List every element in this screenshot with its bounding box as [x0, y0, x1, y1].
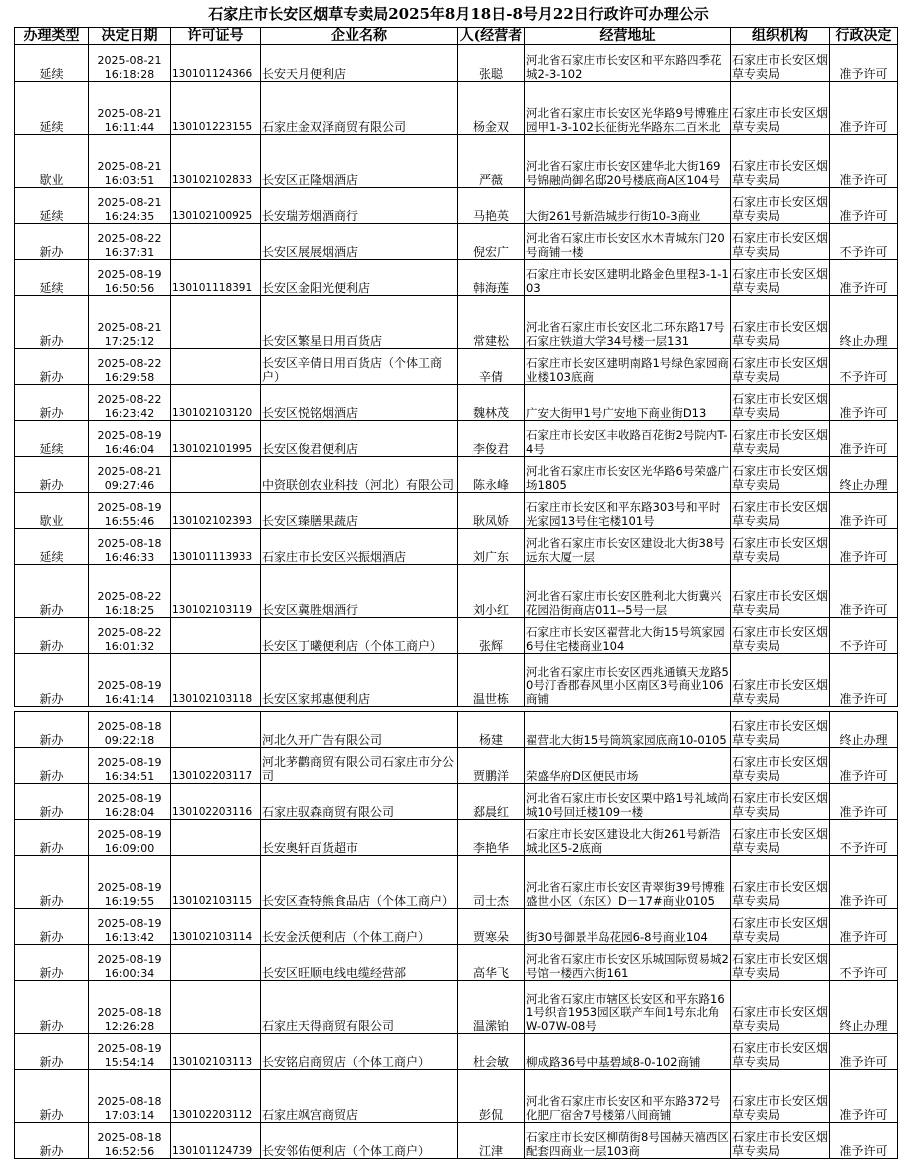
decision-cell: 准予许可	[830, 565, 898, 618]
col-header-name: 企业名称	[261, 28, 458, 45]
person-cell: 张聪	[458, 45, 525, 82]
type-cell: 延续	[15, 421, 89, 457]
col-header-type: 办理类型	[15, 28, 89, 45]
type-cell: 新办	[15, 856, 89, 909]
company-name-cell: 石家庄金双泽商贸有限公司	[261, 82, 458, 135]
org-cell: 石家庄市长安区烟草专卖局	[731, 981, 830, 1034]
person-cell: 李俊君	[458, 421, 525, 457]
org-cell: 石家庄市长安区烟草专卖局	[731, 1123, 830, 1159]
company-name-cell: 长安奥轩百货超市	[261, 820, 458, 856]
type-cell: 歇业	[15, 135, 89, 188]
col-header-address: 经营地址	[525, 28, 731, 45]
type-cell: 新办	[15, 654, 89, 707]
org-cell: 石家庄市长安区烟草专卖局	[731, 784, 830, 820]
person-cell: 杜会敏	[458, 1034, 525, 1070]
person-cell: 高华飞	[458, 945, 525, 981]
person-cell: 韩海莲	[458, 260, 525, 296]
date-cell: 2025-08-21 16:11:44	[89, 82, 171, 135]
type-cell: 新办	[15, 945, 89, 981]
company-name-cell: 长安区丁曦便利店（个体工商户）	[261, 618, 458, 654]
address-cell: 河北省石家庄市长安区光华路6号荣盛广场1805	[525, 457, 731, 493]
license-cell	[171, 981, 261, 1034]
decision-cell: 准予许可	[830, 135, 898, 188]
date-cell: 2025-08-21 16:24:35	[89, 188, 171, 224]
decision-cell: 不予许可	[830, 820, 898, 856]
decision-cell: 不予许可	[830, 618, 898, 654]
decision-cell: 准予许可	[830, 856, 898, 909]
person-cell: 倪宏广	[458, 224, 525, 260]
decision-cell: 准予许可	[830, 45, 898, 82]
person-cell: 温潆铂	[458, 981, 525, 1034]
org-cell: 石家庄市长安区烟草专卖局	[731, 748, 830, 784]
license-cell: 130102203117	[171, 748, 261, 784]
company-name-cell: 石家庄市长安区兴振烟酒店	[261, 529, 458, 565]
org-cell: 石家庄市长安区烟草专卖局	[731, 909, 830, 945]
org-cell: 石家庄市长安区烟草专卖局	[731, 493, 830, 529]
decision-cell: 终止办理	[830, 981, 898, 1034]
company-name-cell: 石家庄天得商贸有限公司	[261, 981, 458, 1034]
person-cell: 贾寒朵	[458, 909, 525, 945]
table-row	[15, 82, 898, 135]
date-cell: 2025-08-19 16:50:56	[89, 260, 171, 296]
company-name-cell: 长安天月便利店	[261, 45, 458, 82]
type-cell: 新办	[15, 784, 89, 820]
org-cell: 石家庄市长安区烟草专卖局	[731, 349, 830, 385]
table-header-row	[15, 28, 898, 45]
type-cell: 新办	[15, 224, 89, 260]
org-cell: 石家庄市长安区烟草专卖局	[731, 45, 830, 82]
table-row	[15, 856, 898, 909]
person-cell: 常建松	[458, 296, 525, 349]
license-cell: 130102103113	[171, 1034, 261, 1070]
address-cell: 河北省石家庄市长安区青翠街39号博雅盛世小区（东区）D－17#商业0105	[525, 856, 731, 909]
type-cell: 新办	[15, 296, 89, 349]
decision-cell: 准予许可	[830, 909, 898, 945]
table-row	[15, 296, 898, 349]
license-cell: 130102203116	[171, 784, 261, 820]
col-header-decision: 行政决定	[830, 28, 898, 45]
company-name-cell: 长安区冀胜烟酒行	[261, 565, 458, 618]
org-cell: 石家庄市长安区烟草专卖局	[731, 712, 830, 748]
company-name-cell: 长安区家邦惠便利店	[261, 654, 458, 707]
type-cell: 新办	[15, 1123, 89, 1159]
table-row	[15, 1034, 898, 1070]
type-cell: 歇业	[15, 493, 89, 529]
table-row	[15, 618, 898, 654]
table-row	[15, 784, 898, 820]
table-row	[15, 654, 898, 707]
decision-cell: 准予许可	[830, 82, 898, 135]
org-cell: 石家庄市长安区烟草专卖局	[731, 421, 830, 457]
person-cell: 严薇	[458, 135, 525, 188]
person-cell: 彭侃	[458, 1070, 525, 1123]
table-row	[15, 909, 898, 945]
org-cell: 石家庄市长安区烟草专卖局	[731, 820, 830, 856]
company-name-cell: 石家庄飒宫商贸店	[261, 1070, 458, 1123]
license-cell: 130102103114	[171, 909, 261, 945]
table-row	[15, 820, 898, 856]
decision-cell: 不予许可	[830, 349, 898, 385]
type-cell: 延续	[15, 82, 89, 135]
license-cell: 130102103120	[171, 385, 261, 421]
date-cell: 2025-08-19 16:55:46	[89, 493, 171, 529]
person-cell: 江津	[458, 1123, 525, 1159]
person-cell: 李艳华	[458, 820, 525, 856]
org-cell: 石家庄市长安区烟草专卖局	[731, 188, 830, 224]
license-cell: 130102103118	[171, 654, 261, 707]
table-row	[15, 385, 898, 421]
address-cell: 石家庄市长安区和平东路303号和平时光家园13号住宅楼101号	[525, 493, 731, 529]
address-cell: 石家庄市长安区翟营北大街15号筑家园6号住宅楼商业104	[525, 618, 731, 654]
org-cell: 石家庄市长安区烟草专卖局	[731, 1070, 830, 1123]
org-cell: 石家庄市长安区烟草专卖局	[731, 260, 830, 296]
address-cell: 广安大街甲1号广安地下商业街D13	[525, 385, 731, 421]
address-cell: 石家庄市长安区丰收路百花街2号院内T-4号	[525, 421, 731, 457]
type-cell: 新办	[15, 712, 89, 748]
table-row	[15, 349, 898, 385]
license-cell	[171, 296, 261, 349]
person-cell: 辛倩	[458, 349, 525, 385]
person-cell: 温世栋	[458, 654, 525, 707]
company-name-cell: 长安区金阳光便利店	[261, 260, 458, 296]
date-cell: 2025-08-19 16:41:14	[89, 654, 171, 707]
address-cell: 河北省石家庄市辖区长安区和平东路161号织音1953园区联产车间1号东北角W-07W-08号	[525, 981, 731, 1034]
org-cell: 石家庄市长安区烟草专卖局	[731, 529, 830, 565]
date-cell: 2025-08-19 16:19:55	[89, 856, 171, 909]
type-cell: 新办	[15, 385, 89, 421]
col-header-person: 人(经营者	[458, 28, 525, 45]
org-cell: 石家庄市长安区烟草专卖局	[731, 296, 830, 349]
license-cell	[171, 457, 261, 493]
org-cell: 石家庄市长安区烟草专卖局	[731, 224, 830, 260]
date-cell: 2025-08-19 16:13:42	[89, 909, 171, 945]
type-cell: 延续	[15, 45, 89, 82]
license-cell: 130102101995	[171, 421, 261, 457]
org-cell: 石家庄市长安区烟草专卖局	[731, 385, 830, 421]
company-name-cell: 中资联创农业科技（河北）有限公司	[261, 457, 458, 493]
table-row	[15, 135, 898, 188]
org-cell: 石家庄市长安区烟草专卖局	[731, 654, 830, 707]
address-cell: 石家庄市长安区建设北大街261号新浩城北区5-2底商	[525, 820, 731, 856]
person-cell: 杨金双	[458, 82, 525, 135]
table-row	[15, 188, 898, 224]
person-cell: 马艳英	[458, 188, 525, 224]
address-cell: 河北省石家庄市长安区和平东路372号化肥厂宿舍7号楼第八间商铺	[525, 1070, 731, 1123]
license-cell: 130102100925	[171, 188, 261, 224]
col-header-date: 决定日期	[89, 28, 171, 45]
date-cell: 2025-08-19 16:46:04	[89, 421, 171, 457]
decision-cell: 准予许可	[830, 1123, 898, 1159]
date-cell: 2025-08-19 16:09:00	[89, 820, 171, 856]
license-cell: 130102103115	[171, 856, 261, 909]
org-cell: 石家庄市长安区烟草专卖局	[731, 945, 830, 981]
license-cell: 130102103119	[171, 565, 261, 618]
date-cell: 2025-08-18 17:03:14	[89, 1070, 171, 1123]
table-row	[15, 981, 898, 1034]
company-name-cell: 长安区查特熊食品店（个体工商户）	[261, 856, 458, 909]
license-cell	[171, 224, 261, 260]
decision-cell: 终止办理	[830, 457, 898, 493]
type-cell: 新办	[15, 820, 89, 856]
license-cell: 130102102833	[171, 135, 261, 188]
address-cell: 街30号御景半岛花园6-8号商业104	[525, 909, 731, 945]
company-name-cell: 长安区臻膳果蔬店	[261, 493, 458, 529]
date-cell: 2025-08-19 16:00:34	[89, 945, 171, 981]
person-cell: 刘广东	[458, 529, 525, 565]
company-name-cell: 长安区正隆烟酒店	[261, 135, 458, 188]
decision-cell: 终止办理	[830, 296, 898, 349]
table-row	[15, 260, 898, 296]
document-title: 石家庄市长安区烟草专卖局2025年8月18日-8号月22日行政许可办理公示	[208, 5, 709, 23]
date-cell: 2025-08-21 17:25:12	[89, 296, 171, 349]
decision-cell: 准予许可	[830, 529, 898, 565]
decision-cell: 准予许可	[830, 188, 898, 224]
address-cell: 河北省石家庄市长安区水木青城东门20号商铺一楼	[525, 224, 731, 260]
decision-cell: 准予许可	[830, 784, 898, 820]
col-header-license: 许可证号	[171, 28, 261, 45]
person-cell: 杨建	[458, 712, 525, 748]
date-cell: 2025-08-21 09:27:46	[89, 457, 171, 493]
date-cell: 2025-08-22 16:18:25	[89, 565, 171, 618]
table-row	[15, 712, 898, 748]
type-cell: 新办	[15, 1070, 89, 1123]
table-row	[15, 529, 898, 565]
license-cell: 130101113933	[171, 529, 261, 565]
decision-cell: 准予许可	[830, 260, 898, 296]
org-cell: 石家庄市长安区烟草专卖局	[731, 457, 830, 493]
decision-cell: 终止办理	[830, 712, 898, 748]
person-cell: 郄晨红	[458, 784, 525, 820]
org-cell: 石家庄市长安区烟草专卖局	[731, 135, 830, 188]
type-cell: 延续	[15, 188, 89, 224]
person-cell: 刘小红	[458, 565, 525, 618]
decision-cell: 不予许可	[830, 945, 898, 981]
table-row	[15, 45, 898, 82]
address-cell: 河北省石家庄市长安区胜利北大街冀兴花园沿街商店011--5号一层	[525, 565, 731, 618]
person-cell: 张辉	[458, 618, 525, 654]
table-row	[15, 945, 898, 981]
company-name-cell: 河北久开广告有限公司	[261, 712, 458, 748]
table-row	[15, 421, 898, 457]
license-cell: 130101124366	[171, 45, 261, 82]
company-name-cell: 长安区悦铭烟酒店	[261, 385, 458, 421]
person-cell: 耿凤娇	[458, 493, 525, 529]
address-cell: 河北省石家庄市长安区乐城国际贸易城2号馆一楼西六街161	[525, 945, 731, 981]
decision-cell: 准予许可	[830, 421, 898, 457]
type-cell: 延续	[15, 529, 89, 565]
type-cell: 新办	[15, 748, 89, 784]
decision-cell: 准予许可	[830, 385, 898, 421]
date-cell: 2025-08-18 12:26:28	[89, 981, 171, 1034]
date-cell: 2025-08-19 16:34:51	[89, 748, 171, 784]
address-cell: 河北省石家庄市长安区建华北大街169号锦融尚御名邸20号楼底商A区104号	[525, 135, 731, 188]
org-cell: 石家庄市长安区烟草专卖局	[731, 82, 830, 135]
person-cell: 贾鹏洋	[458, 748, 525, 784]
type-cell: 新办	[15, 457, 89, 493]
date-cell: 2025-08-22 16:37:31	[89, 224, 171, 260]
license-cell: 130102102393	[171, 493, 261, 529]
company-name-cell: 长安区繁星日用百货店	[261, 296, 458, 349]
org-cell: 石家庄市长安区烟草专卖局	[731, 1034, 830, 1070]
type-cell: 新办	[15, 618, 89, 654]
table-row	[15, 565, 898, 618]
address-cell: 荣盛华府D区便民市场	[525, 748, 731, 784]
type-cell: 延续	[15, 260, 89, 296]
table-row	[15, 748, 898, 784]
person-cell: 陈永峰	[458, 457, 525, 493]
company-name-cell: 长安区辛倩日用百货店（个体工商户）	[261, 349, 458, 385]
table-row	[15, 1123, 898, 1159]
date-cell: 2025-08-18 16:46:33	[89, 529, 171, 565]
address-cell: 河北省石家庄市长安区西兆通镇天龙路50号汀香郡春风里小区南区3号商业106商铺	[525, 654, 731, 707]
address-cell: 大街261号新浩城步行街10-3商业	[525, 188, 731, 224]
address-cell: 柳成路36号中基碧域8-0-102商铺	[525, 1034, 731, 1070]
decision-cell: 准予许可	[830, 654, 898, 707]
company-name-cell: 石家庄驭森商贸有限公司	[261, 784, 458, 820]
date-cell: 2025-08-19 15:54:14	[89, 1034, 171, 1070]
license-cell	[171, 820, 261, 856]
address-cell: 河北省石家庄市长安区建设北大街38号远东大厦一层	[525, 529, 731, 565]
decision-cell: 准予许可	[830, 1070, 898, 1123]
address-cell: 翟营北大街15号筒筑家园底商10-0105	[525, 712, 731, 748]
decision-cell: 准予许可	[830, 493, 898, 529]
table-row	[15, 457, 898, 493]
org-cell: 石家庄市长安区烟草专卖局	[731, 618, 830, 654]
date-cell: 2025-08-21 16:18:28	[89, 45, 171, 82]
date-cell: 2025-08-22 16:01:32	[89, 618, 171, 654]
col-header-org: 组织机构	[731, 28, 830, 45]
company-name-cell: 长安区旺顺电线电缆经营部	[261, 945, 458, 981]
license-cell: 130101118391	[171, 260, 261, 296]
table-row	[15, 493, 898, 529]
org-cell: 石家庄市长安区烟草专卖局	[731, 565, 830, 618]
address-cell: 河北省石家庄市长安区栗中路1号礼域尚城10号回迁楼109一楼	[525, 784, 731, 820]
table-body	[15, 45, 898, 1159]
date-cell: 2025-08-19 16:28:04	[89, 784, 171, 820]
license-cell	[171, 349, 261, 385]
address-cell: 石家庄市长安区建明北路金色里程3-1-103	[525, 260, 731, 296]
date-cell: 2025-08-21 16:03:51	[89, 135, 171, 188]
company-name-cell: 长安金沃便利店（个体工商户）	[261, 909, 458, 945]
company-name-cell: 长安区展展烟酒店	[261, 224, 458, 260]
date-cell: 2025-08-18 16:52:56	[89, 1123, 171, 1159]
license-cell	[171, 945, 261, 981]
company-name-cell: 长安铭启商贸店（个体工商户）	[261, 1034, 458, 1070]
address-cell: 河北省石家庄市长安区和平东路四季花城2-3-102	[525, 45, 731, 82]
person-cell: 魏林茂	[458, 385, 525, 421]
type-cell: 新办	[15, 981, 89, 1034]
company-name-cell: 河北茅鹳商贸有限公司石家庄市分公司	[261, 748, 458, 784]
address-cell: 石家庄市长安区柳荫街8号国赫天禧西区配套四商业一层103商	[525, 1123, 731, 1159]
address-cell: 河北省石家庄市长安区北二环东路17号石家庄铁道大学34号楼一层131	[525, 296, 731, 349]
type-cell: 新办	[15, 349, 89, 385]
table-row	[15, 1070, 898, 1123]
license-cell: 130101223155	[171, 82, 261, 135]
table-row	[15, 224, 898, 260]
address-cell: 石家庄市长安区建明南路1号绿色家园商业楼103底商	[525, 349, 731, 385]
date-cell: 2025-08-22 16:29:58	[89, 349, 171, 385]
org-cell: 石家庄市长安区烟草专卖局	[731, 856, 830, 909]
date-cell: 2025-08-22 16:23:42	[89, 385, 171, 421]
company-name-cell: 长安瑞芳烟酒商行	[261, 188, 458, 224]
license-cell: 130102203112	[171, 1070, 261, 1123]
type-cell: 新办	[15, 565, 89, 618]
address-cell: 河北省石家庄市长安区光华路9号博雅庄园甲1-3-102长征街光华路东二百米北	[525, 82, 731, 135]
decision-cell: 不予许可	[830, 224, 898, 260]
license-cell	[171, 618, 261, 654]
company-name-cell: 长安邻佑便利店（个体工商户）	[261, 1123, 458, 1159]
person-cell: 司士杰	[458, 856, 525, 909]
date-cell: 2025-08-18 09:22:18	[89, 712, 171, 748]
company-name-cell: 长安区俊君便利店	[261, 421, 458, 457]
permit-table	[14, 27, 898, 1159]
decision-cell: 准予许可	[830, 1034, 898, 1070]
license-cell: 130101124739	[171, 1123, 261, 1159]
type-cell: 新办	[15, 909, 89, 945]
license-cell	[171, 712, 261, 748]
type-cell: 新办	[15, 1034, 89, 1070]
decision-cell: 准予许可	[830, 748, 898, 784]
